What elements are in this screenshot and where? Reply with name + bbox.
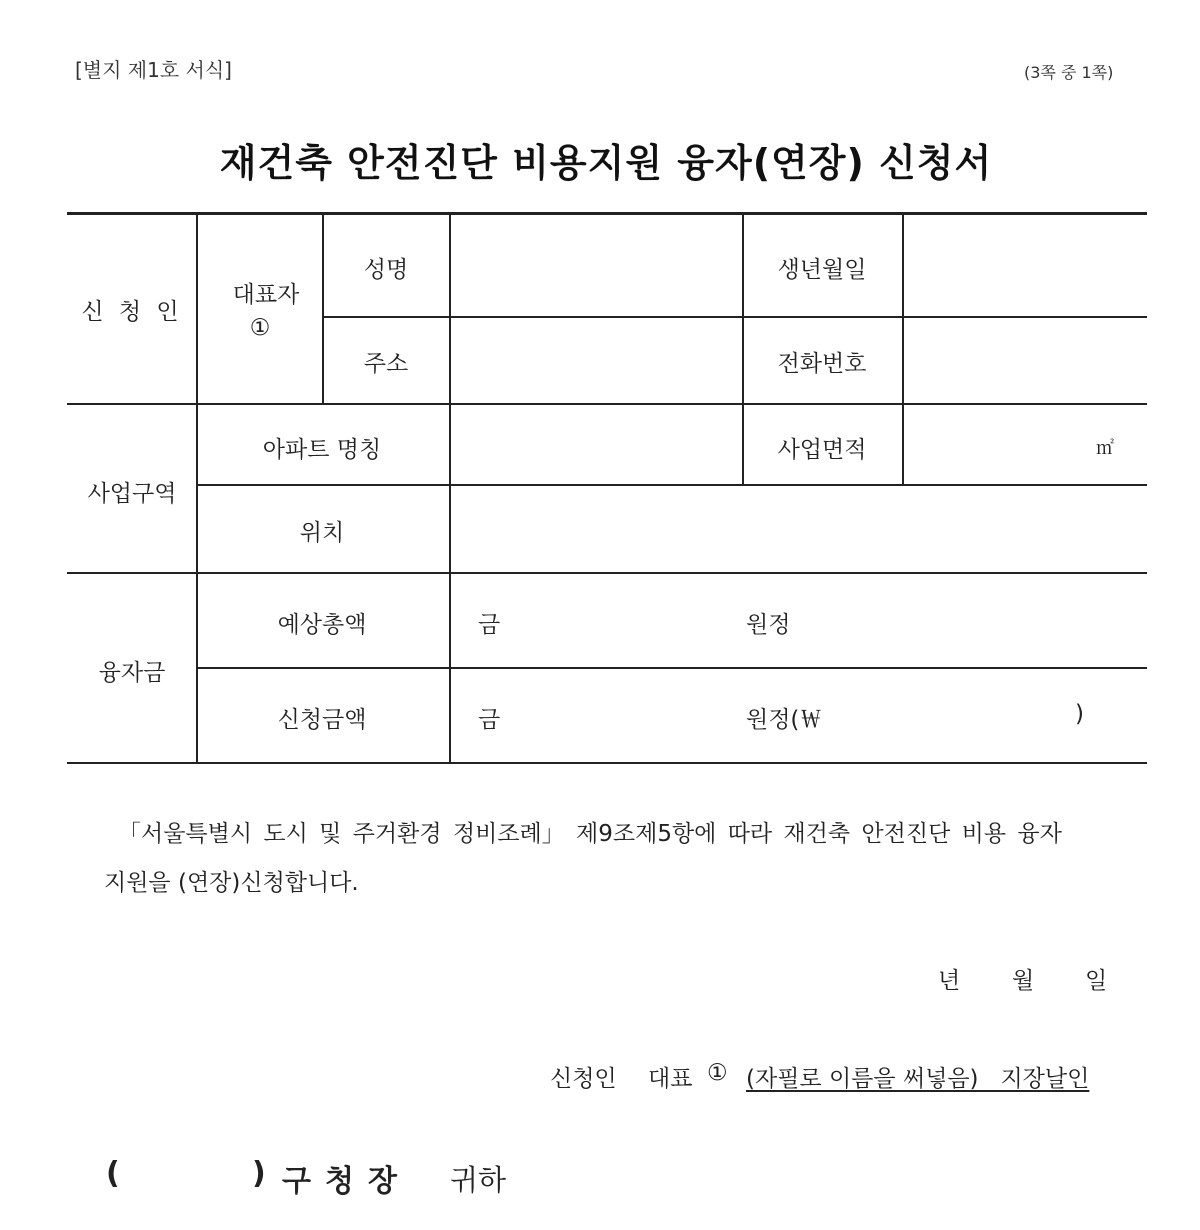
area-label: 사업면적 [777, 437, 867, 463]
signature-note: (자필로 이름을 써넣음) 지장날인 [746, 1066, 1090, 1092]
requested-prefix: 금 [478, 707, 501, 733]
table-border-top [67, 212, 1147, 215]
representative-label: 대표자 [232, 282, 300, 308]
requested-close: ) [1075, 701, 1084, 727]
divider [323, 316, 1147, 318]
divider [196, 213, 198, 763]
divider [67, 403, 1147, 405]
name-label: 성명 [363, 257, 409, 283]
divider [322, 213, 324, 404]
divider [902, 213, 904, 485]
project-section-label: 사업구역 [87, 481, 177, 507]
phone-label: 전화번호 [777, 351, 867, 377]
form-number: [별지 제1호 서식] [75, 58, 232, 82]
applicant-section-label: 신 청 인 [81, 299, 183, 325]
signer-mark: ① [707, 1060, 728, 1086]
recipient-title: 구청장 [282, 1164, 411, 1199]
divider [742, 213, 744, 485]
signer-label: 신청인 [550, 1066, 617, 1092]
statement-line-1: 「서울특별시 도시 및 주거환경 정비조례」 제9조제5항에 따라 재건축 안전진단 비용 융자 [118, 821, 1062, 847]
date-day: 일 [1085, 968, 1108, 994]
statement-line-2: 지원을 (연장)신청합니다. [104, 870, 359, 896]
birthdate-label: 생년월일 [777, 257, 867, 283]
representative-mark: ① [249, 315, 271, 341]
date-year: 년 [938, 968, 961, 994]
requested-suffix: 원정(￦ [746, 707, 823, 733]
date-month: 월 [1012, 968, 1035, 994]
recipient-close: ) [252, 1156, 266, 1191]
address-label: 주소 [363, 351, 409, 377]
estimated-label: 예상총액 [277, 612, 367, 638]
signer-rep: 대표 [648, 1066, 693, 1092]
divider [67, 572, 1147, 574]
page-title: 재건축 안전진단 비용지원 융자(연장) 신청서 [219, 141, 993, 185]
area-unit: ㎡ [1096, 438, 1114, 459]
estimated-prefix: 금 [478, 612, 501, 638]
apartment-label: 아파트 명칭 [262, 437, 382, 463]
divider [449, 213, 451, 763]
recipient-open: ( [106, 1156, 120, 1191]
requested-label: 신청금액 [277, 707, 367, 733]
divider [197, 667, 1147, 669]
loan-section-label: 융자금 [98, 660, 166, 686]
estimated-suffix: 원정 [746, 612, 791, 638]
recipient-honorific: 귀하 [450, 1163, 507, 1197]
divider [197, 484, 1147, 486]
table-border-bottom [67, 762, 1147, 764]
page-indicator: (3쪽 중 1쪽) [1024, 63, 1114, 82]
location-label: 위치 [299, 520, 345, 546]
